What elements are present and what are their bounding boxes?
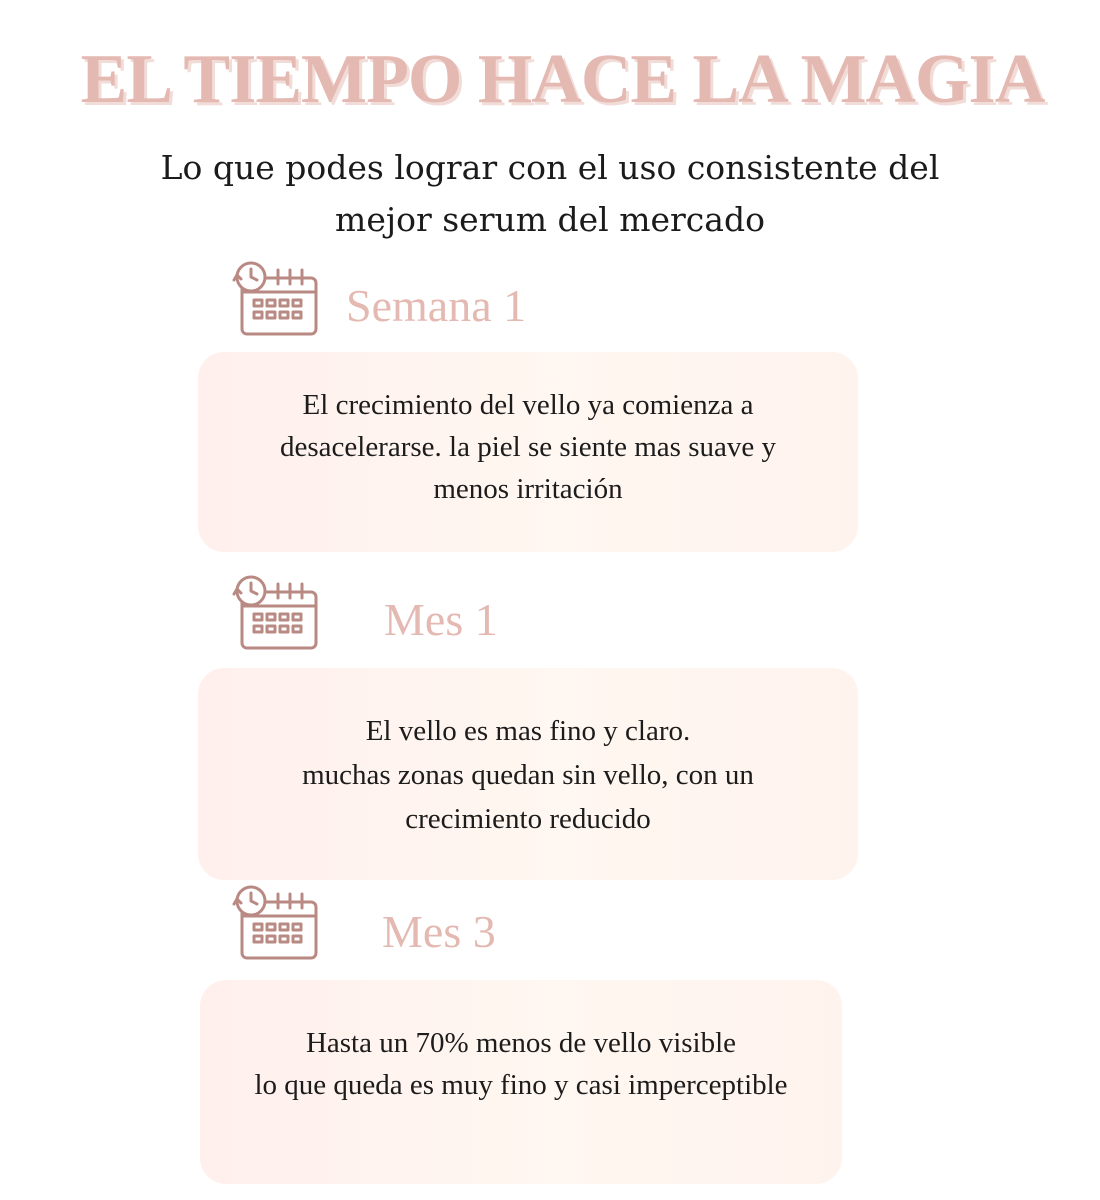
stage-label-semana-1: Semana 1: [346, 280, 527, 331]
card-line: menos irritación: [433, 473, 623, 505]
subtitle-line-2: mejor serum del mercado: [335, 200, 765, 239]
card-line: Hasta un 70% menos de vello visible: [305, 1027, 737, 1059]
card-line: El crecimiento del vello ya comienza a: [302, 389, 754, 421]
calendar-clock-icon: [228, 258, 320, 338]
page-title: EL TIEMPO HACE LA MAGIA: [80, 41, 1045, 118]
card-line: desacelerarse. la piel se siente mas suave y: [279, 431, 776, 463]
stage-label-mes-3: Mes 3: [382, 906, 496, 957]
calendar-clock-icon: [228, 882, 320, 962]
subtitle: [100, 142, 1000, 246]
stage-card-mes-1: [198, 668, 858, 880]
calendar-clock-icon: [228, 572, 320, 652]
stage-card-mes-3: [200, 980, 842, 1184]
card-line: El vello es mas fino y claro.: [365, 715, 691, 747]
stage-label-mes-1: Mes 1: [384, 594, 498, 645]
card-line: crecimiento reducido: [405, 803, 651, 835]
stage-card-semana-1: [198, 352, 858, 552]
card-line: lo que queda es muy fino y casi imperceptible: [254, 1069, 788, 1101]
card-line: muchas zonas quedan sin vello, con un: [302, 759, 754, 791]
subtitle-line-1: Lo que podes lograr con el uso consistente del: [160, 148, 940, 187]
